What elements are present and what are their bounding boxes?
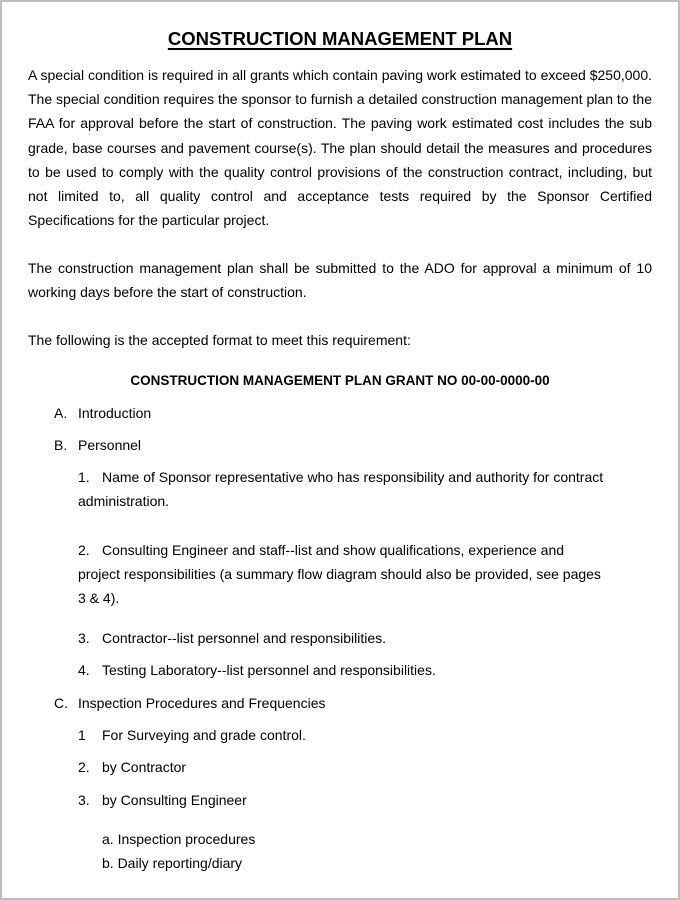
list-text: For Surveying and grade control. (102, 727, 306, 743)
inspection-item-2 (78, 755, 186, 779)
outline-item-c (54, 691, 325, 715)
outline-text: Inspection Procedures and Frequencies (78, 695, 326, 711)
submission-paragraph: The construction management plan shall be submitted to the ADO for approval a minimum of 10 working days before the start of construction. (28, 260, 652, 301)
format-paragraph: The following is the accepted format to meet this requirement: (28, 332, 411, 348)
personnel-item-1 (78, 465, 603, 489)
inspection-item-3 (78, 788, 247, 812)
personnel-item-2-continuation: 3 & 4). (78, 590, 120, 606)
outline-marker: A. (54, 405, 68, 421)
list-marker: 1 (78, 727, 86, 743)
plan-subheading: CONSTRUCTION MANAGEMENT PLAN GRANT NO 00-00-0000-00 (130, 373, 550, 388)
inspection-subitem-b: b. Daily reporting/diary (102, 855, 243, 871)
personnel-item-3 (78, 626, 386, 650)
list-text: Contractor--list personnel and responsibilities. (102, 630, 387, 646)
personnel-item-2-continuation: project responsibilities (a summary flow diagram should also be provided, see pages (78, 566, 601, 582)
outline-item-a (54, 401, 151, 425)
inspection-subitem-a: a. Inspection procedures (102, 831, 256, 847)
list-marker: 3. (78, 630, 90, 646)
personnel-item-1-continuation: administration. (78, 493, 170, 509)
list-marker: 2. (78, 759, 90, 775)
list-text: by Contractor (102, 759, 187, 775)
list-marker: 4. (78, 662, 90, 678)
outline-marker: B. (54, 437, 68, 453)
outline-text: Personnel (78, 437, 142, 453)
personnel-item-2 (78, 538, 564, 562)
personnel-item-4 (78, 658, 436, 682)
list-text: by Consulting Engineer (102, 792, 247, 808)
list-text: Testing Laboratory--list personnel and responsibilities. (102, 662, 436, 678)
list-marker: 3. (78, 792, 90, 808)
outline-marker: C. (54, 695, 68, 711)
outline-item-b (54, 433, 141, 457)
list-text: Name of Sponsor representative who has responsibility and authority for contract (102, 469, 604, 485)
outline-text: Introduction (78, 405, 152, 421)
list-marker: 1. (78, 469, 90, 485)
intro-paragraph: A special condition is required in all grants which contain paving work estimated to exceed $250,000. The special condition requires the sponsor to furnish a detailed construction management plan to the FAA for approval before the start of construction. The paving work estimated cost includes the sub grade, base courses and pavement course(s). The plan should detail the measures and procedures to be used to comply with the quality control provisions of the construction contract, including, but not limited to, all quality control and acceptance tests required by the Sponsor Certified Specifications for the particular project. (28, 67, 652, 229)
list-text: Consulting Engineer and staff--list and show qualifications, experience and (102, 542, 565, 558)
list-marker: 2. (78, 542, 90, 558)
document-title: CONSTRUCTION MANAGEMENT PLAN (167, 28, 513, 49)
inspection-item-1 (78, 723, 306, 747)
